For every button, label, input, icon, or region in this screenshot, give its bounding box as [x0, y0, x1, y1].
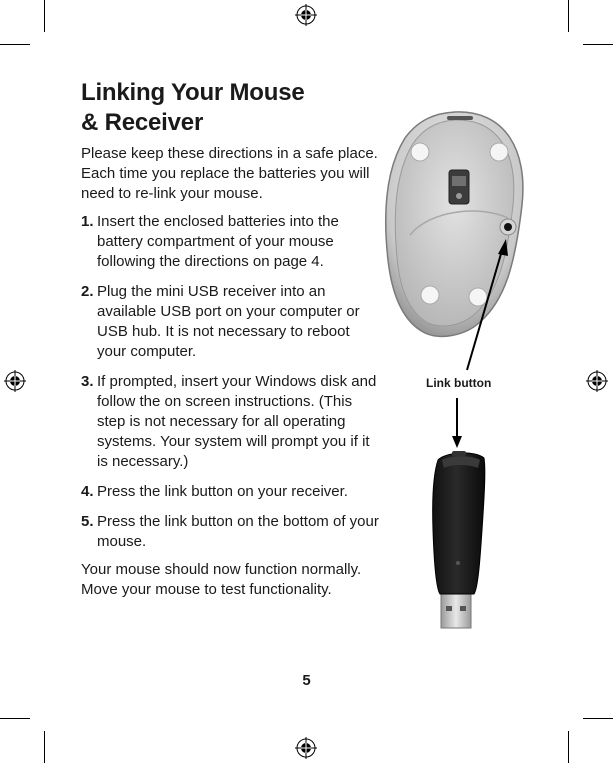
step-number: 4. [81, 483, 94, 500]
title-line-1: Linking Your Mouse [81, 79, 305, 106]
step-text: Insert the enclosed batteries into the battery compartment of your mouse following the directions on page 4. [97, 213, 339, 270]
closing-paragraph: Your mouse should now function normally. Move your mouse to test functionality. [81, 561, 362, 598]
step-number: 5. [81, 513, 94, 530]
link-button-label: Link button [426, 376, 492, 390]
step-number: 3. [81, 373, 94, 390]
mouse-underside-image [386, 112, 523, 336]
step-number: 2. [81, 283, 94, 300]
step-number: 1. [81, 213, 94, 230]
intro-paragraph: Please keep these directions in a safe place. Each time you replace the batteries you will need to re-link your mouse. [81, 145, 378, 202]
step-text: If prompted, insert your Windows disk and follow the on screen instructions. (This step is not necessary for all operating systems. Your system will prompt you if it is necessary.) [97, 373, 377, 470]
receiver-link-button [452, 451, 466, 456]
pointer-arrow-icon [452, 398, 462, 448]
usb-receiver-image [433, 451, 485, 628]
page-number: 5 [302, 672, 311, 689]
step-text: Press the link button on your receiver. [97, 483, 348, 500]
title-line-2: & Receiver [81, 109, 204, 136]
mouse-link-button [504, 223, 512, 231]
step-text: Press the link button on the bottom of your mouse. [97, 513, 379, 550]
step-text: Plug the mini USB receiver into an available USB port on your computer or USB hub. It is not necessary to reboot your computer. [97, 283, 360, 360]
